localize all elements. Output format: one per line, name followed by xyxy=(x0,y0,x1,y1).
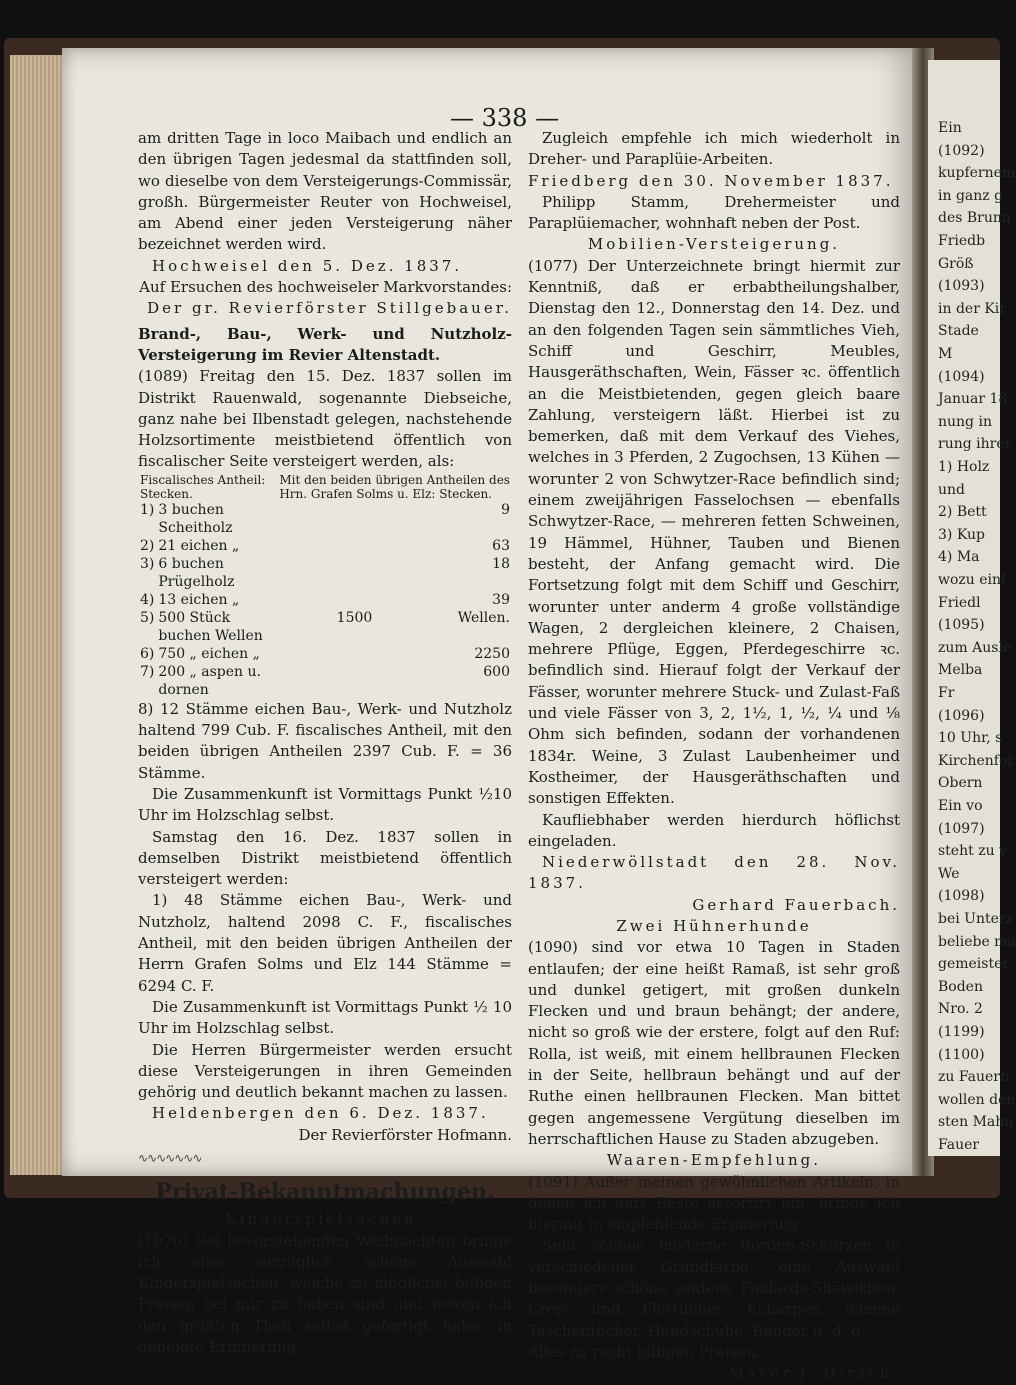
next-page-fragment: 3) Kup xyxy=(938,526,985,543)
next-page-fragment: Fr xyxy=(938,685,955,701)
item-total: 600 xyxy=(483,663,510,680)
next-page-fragment: (1095) xyxy=(938,617,985,634)
section-title: Privat-Bekanntmachungen. xyxy=(155,1179,495,1206)
right-heading-3: Waaren-Empfehlung. xyxy=(606,1151,822,1170)
right-signer-2: Gerhard Fauerbach. xyxy=(692,895,900,914)
next-page-fragment: zu Fauerb xyxy=(938,1069,1009,1086)
next-page-fragment: (1098) xyxy=(938,888,985,905)
table-header-right: Mit den beiden übrigen Antheilen des Hrn. Grafen Solms u. Elz: Stecken. xyxy=(279,472,510,501)
item-no: 4) xyxy=(140,591,155,608)
next-page-fragment: We xyxy=(938,865,960,882)
table-row xyxy=(138,609,512,645)
next-page-fragment: wollen den xyxy=(938,1091,1016,1108)
next-page-fragment: Stade xyxy=(938,323,979,340)
table-header-left: Fiscalisches Antheil: Stecken. xyxy=(140,472,266,501)
table-row xyxy=(138,501,512,537)
right-date-2: Niederwöllstadt den 28. Nov. 1837. xyxy=(528,853,900,893)
item-no: 6) xyxy=(140,645,155,662)
item-desc: 3 buchen Scheitholz xyxy=(158,501,233,536)
next-page-fragment: Ein vo xyxy=(938,798,983,814)
item-fisc: 1500 xyxy=(336,609,373,626)
next-page-fragment: steht zu v xyxy=(938,843,1007,860)
next-page-fragment: (1093) xyxy=(938,278,985,295)
item-fisc xyxy=(277,591,374,609)
notice-1076: (1076) Bei bevorstehenden Weihnachten bringe ich eine vorzüglich schöne Auswahl Kinderspielsachen, welche zu möglichst billigen Preisen bei mir zu haben sind und wovon ich den größten Theil selbst gefertigt habe, in geneigte Erinnerung. xyxy=(138,1231,512,1357)
right-closing: Alles zu recht billigen Preisen. xyxy=(528,1342,761,1361)
right-intro: Zugleich empfehle ich mich wiederholt in Dreher- und Paraplüie-Arbeiten. xyxy=(528,129,900,169)
item-fisc xyxy=(277,501,374,537)
right-heading-2: Zwei Hühnerhunde xyxy=(616,916,812,935)
notice-1089: (1089) Freitag den 15. Dez. 1837 sollen im Distrikt Rauenwald, sogenannte Diebseiche, ganz nahe bei Ilbenstadt gelegen, nachstehende Holzsortimente meistbietend öffentlich von fiscalischer Seite versteigert werden, als: xyxy=(138,367,512,471)
next-page-fragment: in ganz g xyxy=(938,187,1004,204)
notice-1091: (1091) Außer meinen gewöhnlichen Artikeln, in denen ich aufs Beste assortirt bin, bringe ich hiermit in empfehlende Erinnerung: xyxy=(528,1172,900,1234)
mayor-request: Die Herren Bürgermeister werden ersucht diese Versteigerungen in ihren Gemeinden gehörig und deutlich bekannt machen zu lassen. xyxy=(138,1040,512,1102)
next-page-fragment: M xyxy=(938,346,953,362)
next-page-fragment: bei Unterz xyxy=(938,911,1013,927)
next-page-fragment: rung ihrer xyxy=(938,436,1012,453)
left-signer-2: Der Revierförster Hofmann. xyxy=(298,1125,512,1144)
table-row xyxy=(138,663,512,699)
next-page-fragment: 1) Holz xyxy=(938,459,990,475)
next-page-fragment: Friedl xyxy=(938,594,981,611)
next-page-fragment: sten Mahn xyxy=(938,1114,1014,1131)
table-row xyxy=(138,591,512,609)
meeting-1: Die Zusammenkunft ist Vormittags Punkt ½10 Uhr im Holzschlag selbst. xyxy=(138,784,512,825)
item-2-1: 1) 48 Stämme eichen Bau-, Werk- und Nutzholz, haltend 2098 C. F., fiscalisches Antheil, mit den beiden übrigen Antheilen der Herrn Grafen Solms und Elz 144 Stämme = 6294 C. F. xyxy=(138,891,512,995)
next-page-fragment: Kirchenfor xyxy=(938,752,1015,769)
next-page-fragment: Januar 18 xyxy=(938,391,1008,408)
item-desc: 750 „ eichen „ xyxy=(158,645,260,662)
next-page-fragment: Fauer xyxy=(938,1137,980,1153)
left-heading-1: Brand-, Bau-, Werk- und Nutzholz-Versteigerung im Revier Altenstadt. xyxy=(138,324,512,364)
item-total: 9 xyxy=(501,501,510,518)
right-invite: Kaufliebhaber werden hierdurch höflichst eingeladen. xyxy=(528,810,900,850)
ornament-divider: ∿∿∿∿∿∿∿ xyxy=(138,1150,202,1165)
next-page-fragment: (1100) xyxy=(938,1046,985,1063)
next-page-fragment: beliebe ma xyxy=(938,933,1016,950)
item-total: 39 xyxy=(492,591,510,608)
notice-1091-items: Sehr schöne moderne Borden-Schürzen in verschiedener Grundfarbe, eine Auswahl besonders schöne seidene Foulards-Shäwlchen, Crep- und Flortücher, Echarpes, leinene Taschentücher, Handschuhe, Bänder u. d. g. xyxy=(528,1236,900,1340)
item-total: 2250 xyxy=(474,645,510,662)
next-page-fragment: Ein xyxy=(938,120,962,136)
next-page-fragment: Nro. 2 xyxy=(938,1001,983,1018)
item-no: 7) xyxy=(140,663,155,680)
item-desc: 21 eichen „ xyxy=(158,537,240,554)
item-desc: 500 Stück buchen Wellen xyxy=(158,609,263,644)
right-signer-1: Philipp Stamm, Drehermeister und Paraplüiemacher, wohnhaft neben der Post. xyxy=(528,192,900,233)
sub-title: Kinderspielsachen. xyxy=(225,1210,425,1229)
right-signer-3: Mayer J. Hirsch. xyxy=(728,1364,900,1383)
next-page-fragment: (1092) xyxy=(938,142,985,159)
item-no: 5) xyxy=(140,609,155,626)
item-fisc xyxy=(277,537,374,555)
left-intro: am dritten Tage in loco Maibach und endlich an den übrigen Tagen jedesmal da stattfinden soll, wo dieselbe von dem Versteigerungs-Commissär, großh. Bürgermeister Reuter von Hochweisel, am Abend einer jeden Versteigerung näher bezeichnet werden wird. xyxy=(138,129,512,254)
next-page-fragment: Friedb xyxy=(938,233,986,249)
next-page-fragment: (1096) xyxy=(938,707,985,724)
item-desc: 6 buchen Prügelholz xyxy=(158,555,235,590)
next-page-fragment: (1199) xyxy=(938,1024,985,1040)
page-number: — 338 — xyxy=(450,104,560,132)
next-page-fragment: Obern xyxy=(938,775,983,792)
table-row xyxy=(138,645,512,663)
next-page-fragment: wozu einl xyxy=(938,572,1006,588)
left-request: Auf Ersuchen des hochweiseler Markvorstandes: xyxy=(139,278,512,297)
item-no: 3) xyxy=(140,555,155,572)
left-date-2: Heldenbergen den 6. Dez. 1837. xyxy=(152,1104,489,1123)
next-page-fragment: 2) Bett xyxy=(938,504,987,521)
item-8: 8) 12 Stämme eichen Bau-, Werk- und Nutzholz haltend 799 Cub. F. fiscalisches Antheil, mit den beiden übrigen Antheilen 2397 Cub. F. = 36 Stämme. xyxy=(138,699,512,782)
right-column xyxy=(528,128,900,1385)
item-desc: 13 eichen „ xyxy=(158,591,240,608)
next-page-fragment: (1097) xyxy=(938,820,985,837)
item-total: 63 xyxy=(492,537,510,554)
next-page-fragment: Boden xyxy=(938,978,983,995)
item-total: 18 xyxy=(492,555,510,572)
next-page-fragment: 4) Ma xyxy=(938,549,980,566)
next-page-strip xyxy=(928,60,1016,1156)
meeting-2: Die Zusammenkunft ist Vormittags Punkt ½ 10 Uhr im Holzschlag selbst. xyxy=(138,997,512,1038)
next-page-fragment: kupfernem xyxy=(938,165,1016,182)
table-row xyxy=(138,537,512,555)
next-page-fragment: des Brunn xyxy=(938,210,1011,227)
item-fisc xyxy=(277,555,374,591)
notice-1077: (1077) Der Unterzeichnete bringt hiermit zur Kenntniß, daß er erbabtheilungshalber, Dienstag den 12., Donnerstag den 14. Dez. und an den folgenden Tagen sein sämmtliches Vieh, Schiff und Geschirr, Meubles, Hausgeräthschaften, Wein, Fässer ꝛc. öffentlich an die Meistbietenden, gegen gleich baare Zahlung, versteigern läßt. Hierbei ist zu bemerken, daß mit dem Verkauf des Viehes, welches in 3 Pferden, 2 Zugochsen, 13 Kühen — worunter 2 von Schwytzer-Race befindlich sind; einem zweijährigen Fasselochsen — ebenfalls Schwytzer-Race, — mehreren fetten Schweinen, 19 Hämmel, Hühner, Tauben und Bienen besteht, der Anfang gemacht wird. Die Fortsetzung folgt mit dem Schiff und Geschirr, worunter unter anderm 4 große vollständige Wagen, 2 dergleichen kleinere, 2 Chaisen, mehrere Pflüge, Eggen, Pferdegeschirre ꝛc. befindlich sind. Hierauf folgt der Verkauf der Fässer, worunter mehrere Stuck- und Zulast-Faß und viele Fässer von 3, 2, 1½, 1, ½, ¼ und ⅛ Ohm sich befinden, sodann der vorhandenen 1834r. Weine, 3 Zulast Laubenheimer und Kostheimer, der Hausgeräthschaften und sonstigen Effekten. xyxy=(528,256,900,808)
left-date-1: Hochweisel den 5. Dez. 1837. xyxy=(152,256,463,275)
next-page-fragment: zum Ausle xyxy=(938,639,1012,656)
wood-table xyxy=(138,473,512,699)
right-date-1: Friedberg den 30. November 1837. xyxy=(528,171,894,190)
left-column xyxy=(138,128,512,1358)
item-fisc xyxy=(277,645,374,663)
left-body-2: Samstag den 16. Dez. 1837 sollen in demselben Distrikt meistbietend öffentlich versteigert werden: xyxy=(138,827,512,889)
next-page-fragment: in der Kir xyxy=(938,300,1006,317)
next-page-fragment: (1094) xyxy=(938,368,985,385)
item-total: Wellen. xyxy=(457,609,510,626)
notice-1090: (1090) sind vor etwa 10 Tagen in Staden entlaufen; der eine heißt Ramaß, ist sehr groß und dunkel getigert, mit großen dunkeln Flecken und und braun behängt; der andere, nicht so groß wie der erstere, folgt auf den Ruf: Rolla, ist weiß, mit einem hellbraunen Flecken in der Seite, hellbraun behängt und auf der Ruthe einen hellbraunen Flecken. Man bittet gegen angemessene Vergütung dieselben im herrschaftlichen Hause zu Staden abzugeben. xyxy=(528,938,900,1148)
item-no: 1) xyxy=(140,501,155,518)
right-heading-1: Mobilien-Versteigerung. xyxy=(587,235,841,254)
next-page-fragment: Größ xyxy=(938,255,974,272)
next-page-fragment: und xyxy=(938,481,965,498)
next-page-fragment: nung in xyxy=(938,413,992,430)
item-desc: 200 „ aspen u. dornen xyxy=(158,663,261,698)
next-page-fragment: 10 Uhr, s xyxy=(938,730,1003,747)
next-page-fragment: gemeister xyxy=(938,956,1010,973)
next-page-fragment: Melba xyxy=(938,662,983,679)
item-no: 2) xyxy=(140,537,155,554)
item-fisc xyxy=(277,663,374,699)
page-edges xyxy=(10,55,68,1175)
left-signer-1: Der gr. Revierförster Stillgebauer. xyxy=(147,299,512,318)
table-row xyxy=(138,555,512,591)
